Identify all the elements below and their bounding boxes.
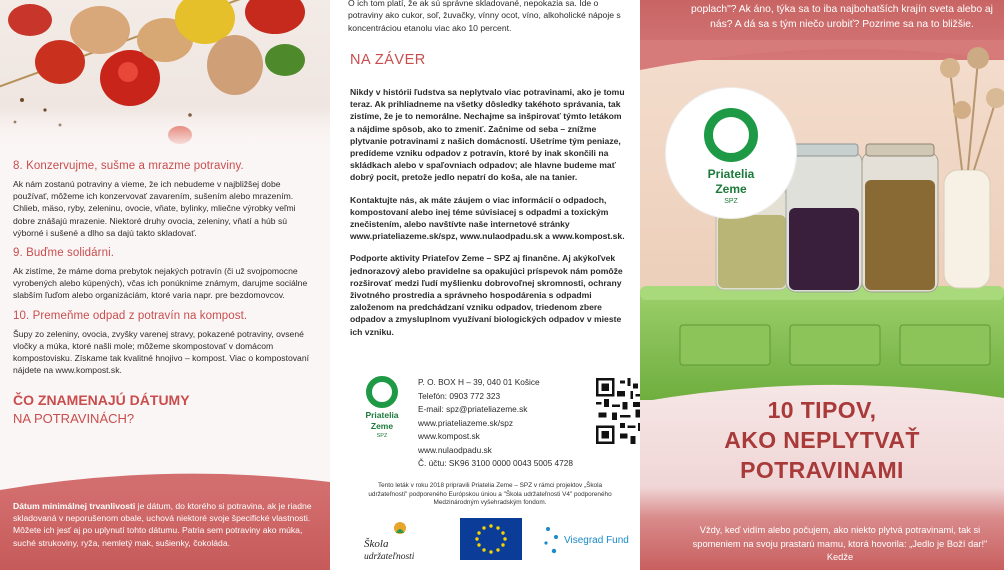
title-line-3: POTRAVINAMI (740, 457, 904, 483)
grilled-skewer-photo (0, 0, 330, 150)
cover-title (660, 395, 984, 485)
tip-8-body: Ak nám zostanú potraviny a vieme, že ich nebudeme v najbližšej dobe používať, môžeme ich konzervovať zavarením, sušením alebo mrazením. Chlieb, mäso, ryby, zeleninu, ovocie, vňate, bylinky, mliečne výrobky veľmi dobre znášajú mrazenie. Niektoré druhy ovocia, zeleniny, vňatí a húb sú výborné i sušené a dlho sa dajú takto skladovať. (13, 179, 296, 238)
address-web-3[interactable]: www.nulaodpadu.sk (418, 444, 492, 455)
dates-body: je dátum, do ktorého si potravina, ak je riadne skladovaná v neporušenom obale, uchová niektoré svoje špecifické vlastnosti. Môžete ich jesť aj po uplynutí tohto dátumu. Patria sem potraviny ako múka, suché strukoviny, ryža, nemletý mak, sušienky, čokoláda. (13, 501, 312, 548)
visegrad-dots-icon (540, 523, 564, 559)
title-line-1: 10 TIPOV, (767, 397, 877, 423)
dates-band (0, 490, 330, 570)
dates-subheading: NA POTRAVINÁCH? (13, 411, 135, 427)
conclusion-para-3: Podporte aktivity Priateľov Zeme – SPZ aj finančne. Aj akýkoľvek jednorazový alebo pravidelne sa opakujúci príspevok nám pomôže rozširovať medzi ľudí myšlienku dobrovoľnej skromnosti, ochrany životného prostredia a správneho hospodárenia s odpadmi založenom na predchádzaní vzniku odpadov, triedenom zbere odpadov a zmysluplnom využívaní biologických odpadov v mieste ich vzniku. (350, 253, 623, 337)
funding-note: Tento leták v roku 2018 pripravili Priatelia Zeme – SPZ v rámci projektov „Škola udržateľnosti" podporeného Európskou úniou a "Škola udržateľnosti V4" podporeného Medzinárodným vyšehradským fondom. (368, 482, 612, 507)
panel-left (0, 0, 330, 570)
tip-8-heading: 8. Konzervujme, sušme a mrazme potraviny. (13, 160, 244, 172)
dates-heading: ČO ZNAMENAJÚ DÁTUMY (13, 392, 190, 409)
contact-block (350, 376, 630, 471)
logo-abbrev: SPZ (376, 433, 388, 439)
tip-10-body: Šupy zo zeleniny, ovocia, zvyšky varenej stravy, pokazené potraviny, ovsené vločky a múka, ktoré našli mole; môžeme skompostovať v domácom kompostovisku. Získame tak kvalitné hnojivo – kompost. Viac o kompostovaní nájdete na www.kompost.sk. (13, 328, 309, 376)
green-ring-icon (366, 376, 398, 408)
top-continuation-text: O ich tom platí, že ak sú správne skladované, nepokazia sa. Ide o potraviny ako cukor, soľ, žuvačky, vínny ocot, víno, alkoholické nápoje s koncentráciou etanolu viac ako 10 percent. (348, 0, 621, 33)
green-ring-icon (704, 108, 758, 162)
dates-term: Dátum minimálnej trvanlivosti (13, 501, 136, 511)
address-web-2[interactable]: www.kompost.sk (418, 431, 480, 441)
visegrad-fund-logo (540, 523, 640, 559)
pantry-jars-photo (640, 40, 1004, 400)
logo-name-line1: Priatelia (365, 410, 399, 420)
priatelia-zeme-logo (666, 88, 796, 218)
tips-list (13, 160, 313, 426)
skola-udrzatelnosti-logo (360, 519, 422, 563)
logo-name-line2: Zeme (370, 421, 394, 431)
conclusion-para-2: Kontaktujte nás, ak máte záujem o viac informácií o odpadoch, kompostovaní alebo inej téme súvisiacej s odpadmi a toxickým znečistením, alebo navštívte naše internetové stránky www.priateliazeme.sk/spz, www.nulaodpadu.sk a www.kompost.sk. (350, 194, 625, 242)
address-lines (418, 376, 573, 471)
address-pobox: P. O. BOX H – 39, 040 01 Košice (418, 377, 540, 387)
pantry-illustration (640, 40, 1004, 400)
conclusion-para-1: Nikdy v histórii ľudstva sa neplytvalo viac potravinami, ako je tomu teraz. Ak prihliadneme na všetky dôsledky takéhoto správania, tak zistíme, že je to nemorálne. Nechajme sa inšpirovať týmto letákom a nájdime spôsob, ako to zmeniť. Začnime od seba – znížme plytvanie potravinami z našich domácností. Ušetríme tým peniaze, predídeme vzniku odpadov z potravín, ktoré by inak skončili na skládkach alebo v spaľovniach odpadov; ale hlavne budeme mať dobrý pocit, pretože jedlo nepatrí do koša, ale na tanier. (350, 87, 625, 183)
cover-top-text: poplach"? Ak áno, týka sa to iba najbohatších krajín sveta alebo aj nás? A dá sa s tým niečo urobiť? Pozrime sa na to bližšie. (691, 4, 993, 30)
address-web-1[interactable]: www.priateliazeme.sk/spz (418, 417, 513, 428)
address-account: Č. účtu: SK96 3100 0000 0043 5005 4728 (418, 458, 574, 468)
address-phone: Telefón: 0903 772 323 (418, 390, 501, 401)
conclusion-heading: NA ZÁVER (350, 52, 426, 68)
visegrad-fund-label: Visegrad Fund (564, 535, 629, 546)
logo-name-line1: Priatelia (707, 167, 755, 181)
panel-middle (330, 0, 640, 570)
tip-9-heading: 9. Buďme solidárni. (13, 247, 115, 260)
address-email[interactable]: E-mail: spz@priateliazeme.sk (418, 404, 528, 414)
panel-cover (640, 0, 1004, 570)
qr-code-icon (596, 378, 640, 444)
tip-10-heading: 10. Premeňme odpad z potravín na kompost. (13, 309, 248, 322)
dates-description (13, 500, 318, 549)
skola-logo-word1: Škola (364, 538, 389, 550)
logo-abbrev: SPZ (724, 198, 738, 205)
title-line-2: AKO NEPLYTVAŤ (724, 427, 920, 453)
conclusion-body (350, 86, 626, 348)
logo-name-line2: Zeme (715, 182, 747, 196)
tip-9-body: Ak zistíme, že máme doma prebytok nejakých potravín (či už svojpomocne vyrobených alebo kúpených), včas ich ponúknime známym, darujme sociálne slabším ľuďom alebo organizáciám, ktoré varia napr. pre bezdomovcov. (13, 266, 308, 301)
cover-intro-text: Vždy, keď vidím alebo počujem, ako niekto plytvá potravinami, tak si spomeniem na svoju prastarú mamu, ktorá hovorila: „Jedlo je Boží dar!" Kedže (692, 525, 988, 563)
sponsor-logos (360, 515, 640, 565)
eu-flag-icon (460, 518, 522, 560)
skola-logo-word2: udržateľnosti (364, 552, 415, 562)
